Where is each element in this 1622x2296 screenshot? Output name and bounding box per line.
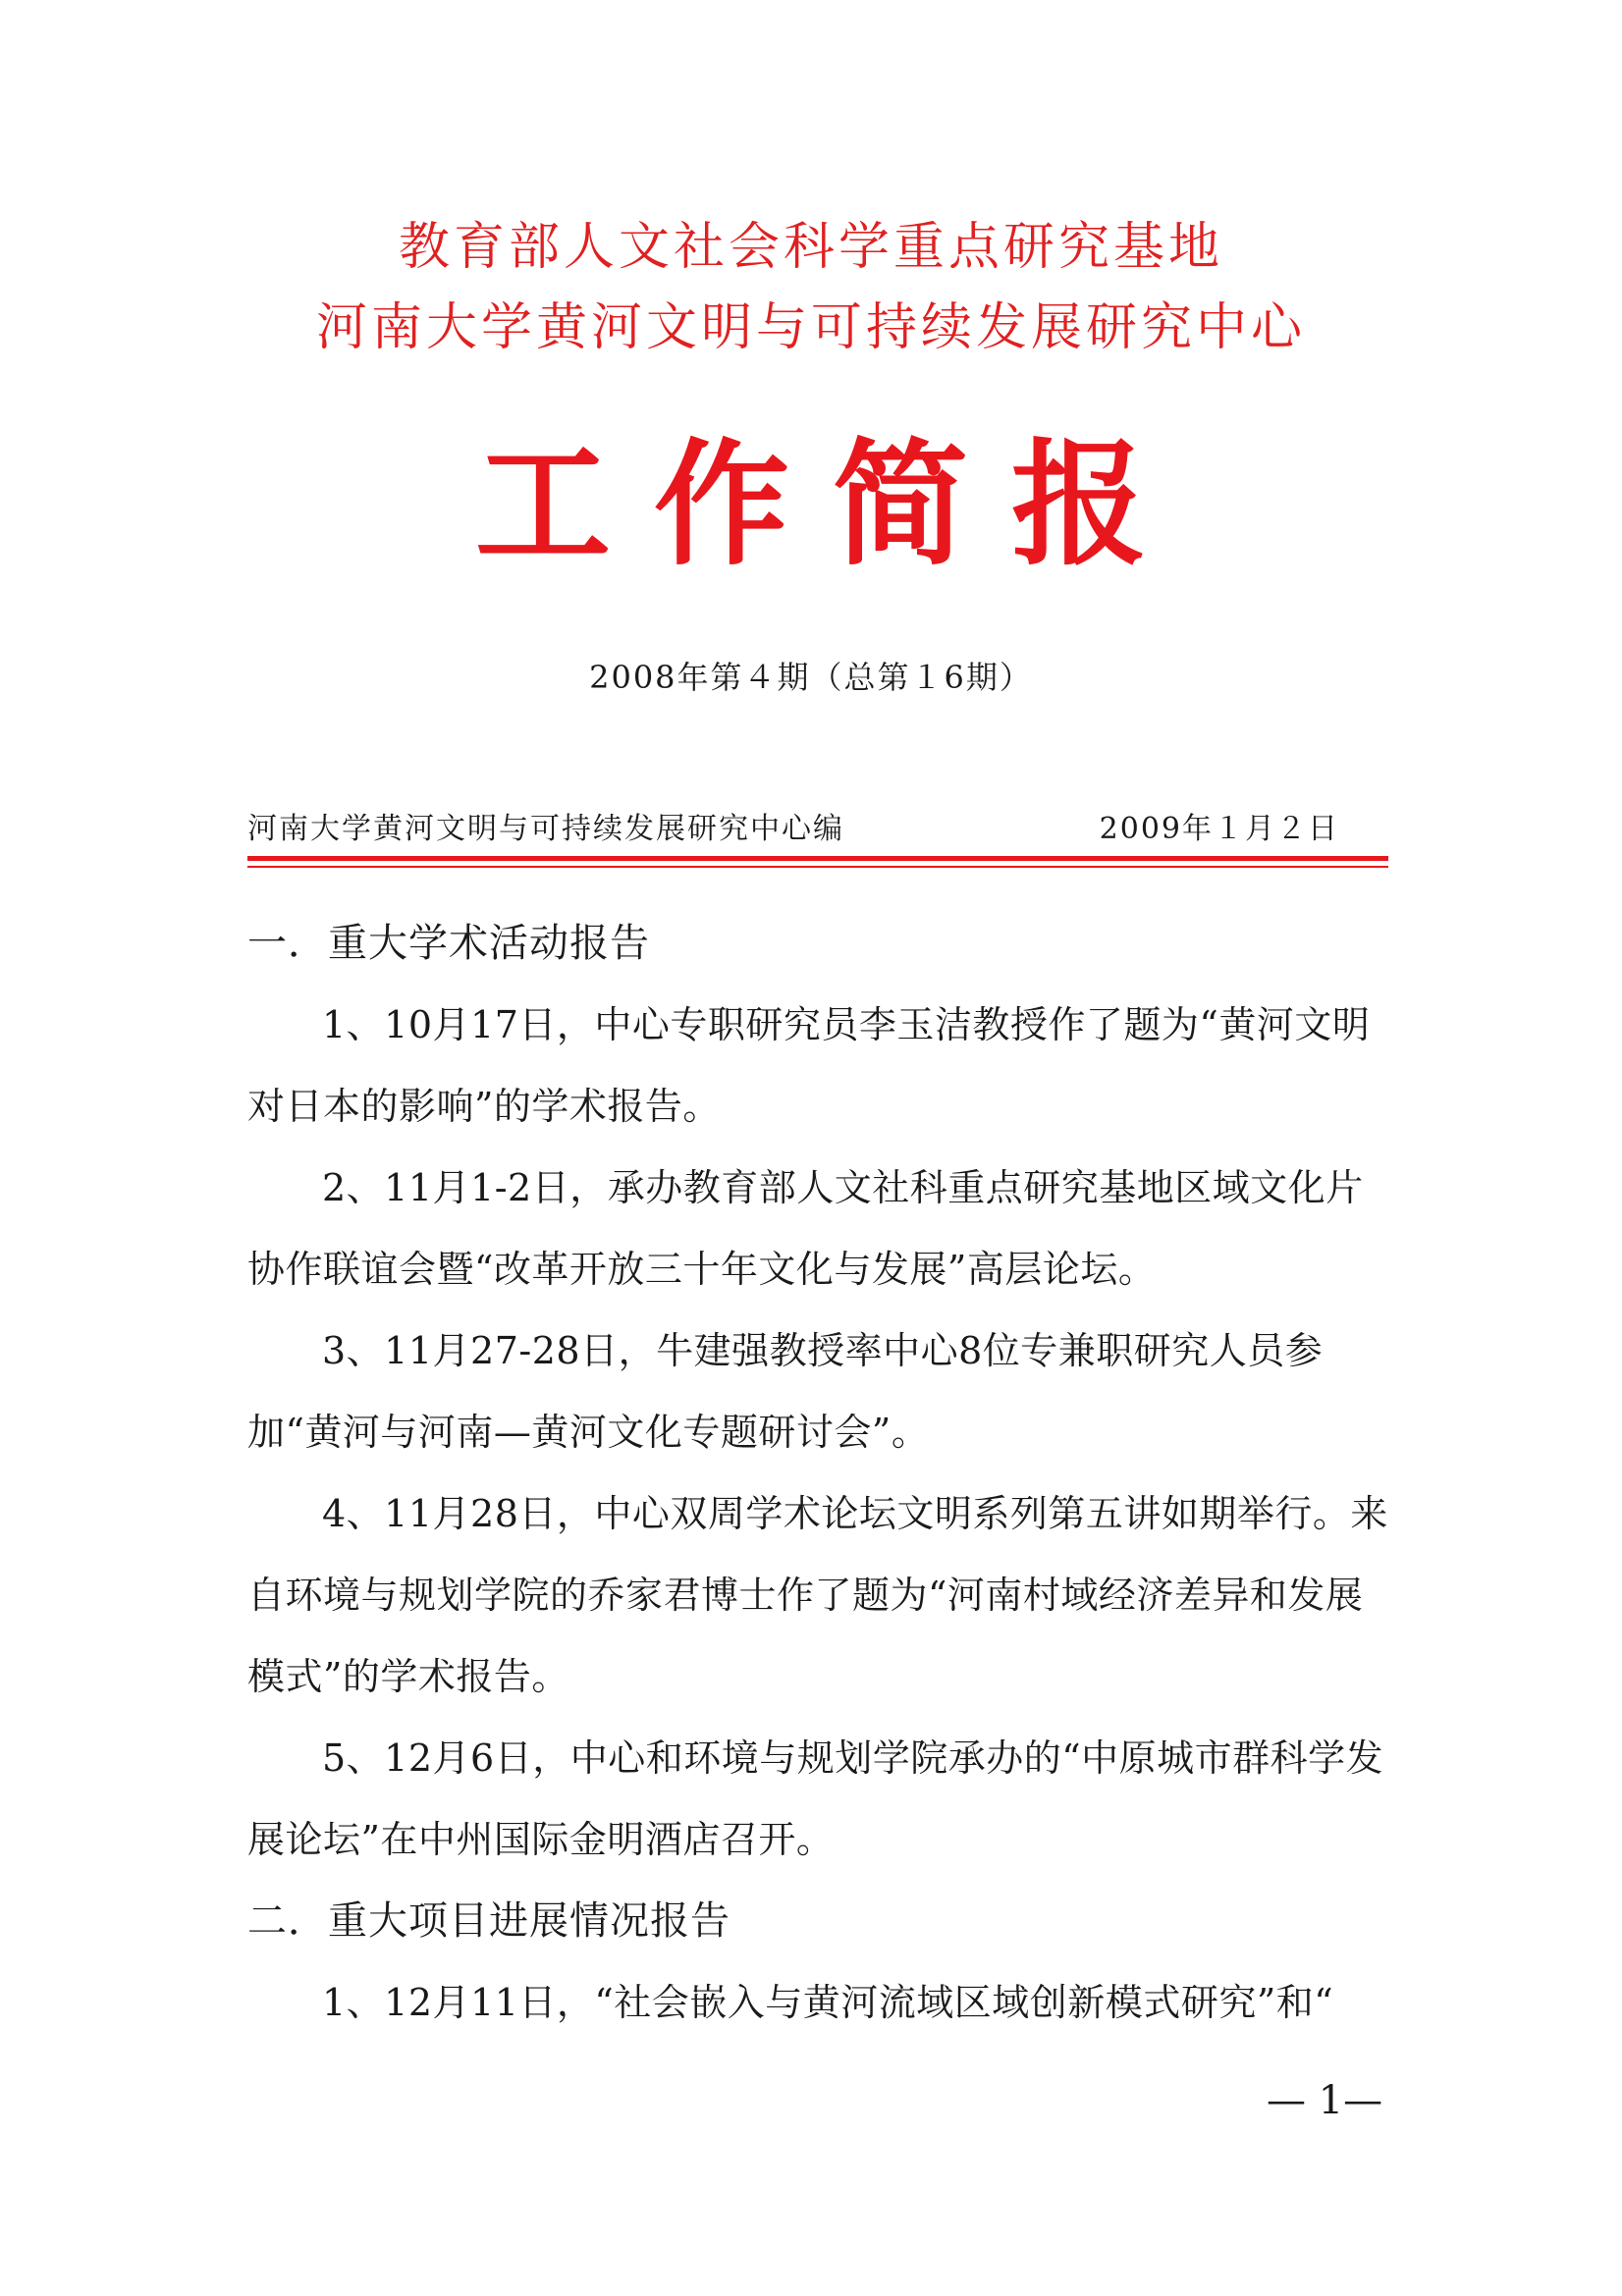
paragraph: 2、11月1-2日，承办教育部人文社科重点研究基地区域文化片协作联谊会暨“改革开放三十年文化与发展”高层论坛。	[247, 1166, 1364, 1291]
institution-line-2: 河南大学黄河文明与可持续发展研究中心	[315, 298, 1306, 357]
bulletin-body	[247, 903, 1396, 2044]
paragraph: 3、11月27-28日，牛建强教授率中心8位专兼职研究人员参加“黄河与河南—黄河文化专题研讨会”。	[247, 1329, 1324, 1454]
section-heading: 一．重大学术活动报告	[247, 921, 650, 966]
page-number: — 1—	[1267, 2078, 1383, 2123]
bulletin-title: 工作简报	[474, 426, 1190, 584]
editor-date-row	[247, 810, 1388, 849]
editor-label: 河南大学黄河文明与可持续发展研究中心编	[247, 812, 844, 846]
paragraph: 4、11月28日，中心双周学术论坛文明系列第五讲如期举行。来自环境与规划学院的乔家君博士作了题为“河南村域经济差异和发展模式”的学术报告。	[247, 1492, 1388, 1698]
section-heading: 二．重大项目进展情况报告	[247, 1898, 730, 1944]
paragraph: 1、12月11日，“社会嵌入与黄河流域区域创新模式研究”和“	[322, 1981, 1334, 2024]
red-divider-thin	[247, 866, 1388, 868]
red-divider-thick	[247, 856, 1388, 861]
paragraph: 1、10月17日，中心专职研究员李玉洁教授作了题为“黄河文明对日本的影响”的学术报告。	[247, 1003, 1371, 1128]
paragraph: 5、12月6日，中心和环境与规划学院承办的“中原城市群科学发展论坛”在中州国际金明酒店召开。	[247, 1736, 1384, 1861]
publish-date: 2009年１月２日	[1099, 812, 1339, 846]
institution-line-1: 教育部人文社会科学重点研究基地	[398, 218, 1223, 277]
issue-number: 2008年第４期（总第１6期）	[589, 659, 1033, 696]
